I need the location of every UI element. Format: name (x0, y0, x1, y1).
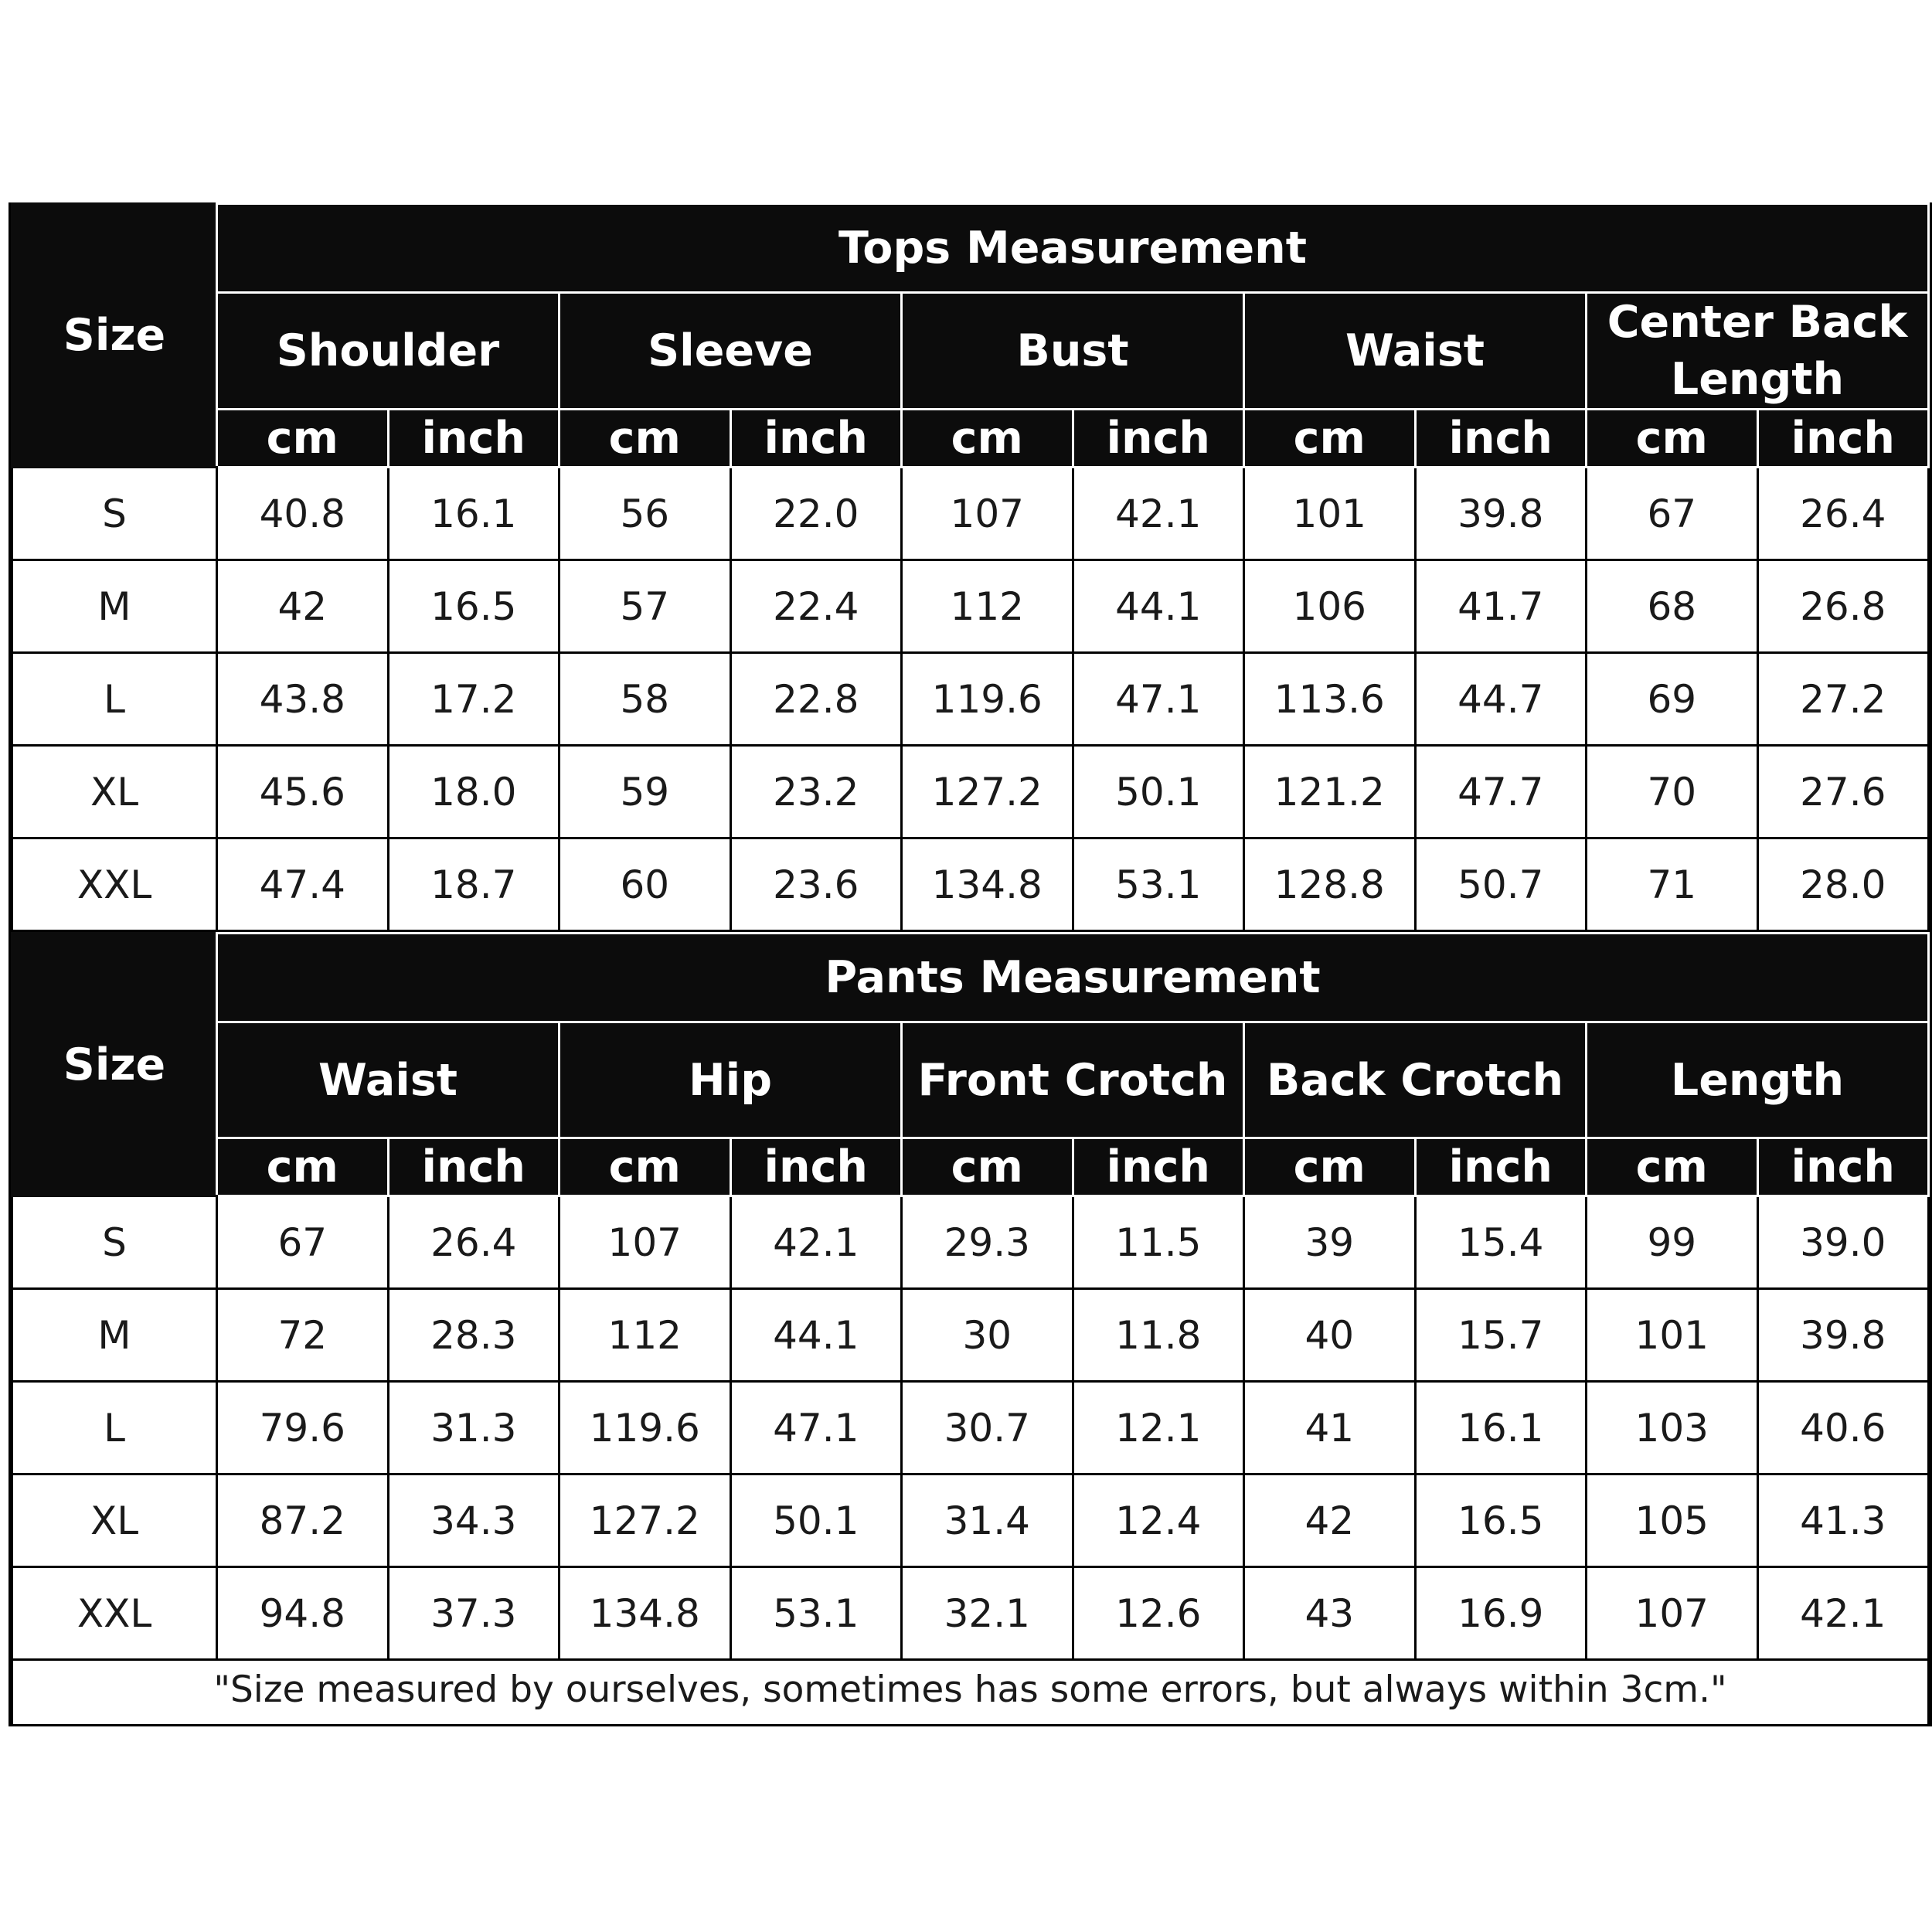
table-row (12, 1475, 1929, 1567)
measurement-cell: 27.2 (1757, 653, 1929, 746)
measurement-cell: 72 (217, 1289, 389, 1382)
measurement-cell: 22.4 (730, 560, 902, 653)
measurement-cell: 106 (1244, 560, 1416, 653)
group-header: Sleeve (560, 293, 902, 410)
size-header: Size (12, 204, 217, 468)
unit-header: inch (730, 1138, 902, 1196)
measurement-cell: 31.4 (902, 1475, 1073, 1567)
table-row (12, 838, 1929, 931)
unit-header: inch (388, 410, 560, 468)
measurement-cell: 112 (902, 560, 1073, 653)
measurement-cell: 70 (1587, 746, 1758, 838)
pants-body (12, 1196, 1929, 1660)
table-row (12, 1289, 1929, 1382)
unit-header: cm (217, 1138, 389, 1196)
measurement-cell: 50.7 (1415, 838, 1587, 931)
unit-header: inch (388, 1138, 560, 1196)
measurement-cell: 40.8 (217, 468, 389, 560)
measurement-cell: 47.1 (1073, 653, 1244, 746)
measurement-cell: 101 (1244, 468, 1416, 560)
measurement-cell: 29.3 (902, 1196, 1073, 1289)
measurement-cell: 113.6 (1244, 653, 1416, 746)
measurement-note: "Size measured by ourselves, sometimes has some errors, but always within 3cm." (11, 1661, 1930, 1726)
measurement-cell: 32.1 (902, 1567, 1073, 1660)
measurement-cell: 121.2 (1244, 746, 1416, 838)
measurement-cell: 56 (560, 468, 731, 560)
group-header: Bust (902, 293, 1244, 410)
size-chart (9, 202, 1932, 1726)
size-cell: M (12, 1289, 217, 1382)
measurement-cell: 16.5 (388, 560, 560, 653)
measurement-cell: 134.8 (902, 838, 1073, 931)
measurement-cell: 57 (560, 560, 731, 653)
measurement-cell: 87.2 (217, 1475, 389, 1567)
measurement-cell: 127.2 (902, 746, 1073, 838)
measurement-cell: 101 (1587, 1289, 1758, 1382)
measurement-cell: 23.2 (730, 746, 902, 838)
size-cell: XL (12, 746, 217, 838)
pants-title: Pants Measurement (217, 934, 1929, 1022)
measurement-cell: 68 (1587, 560, 1758, 653)
measurement-cell: 67 (1587, 468, 1758, 560)
measurement-cell: 60 (560, 838, 731, 931)
measurement-cell: 34.3 (388, 1475, 560, 1567)
measurement-cell: 99 (1587, 1196, 1758, 1289)
measurement-cell: 59 (560, 746, 731, 838)
measurement-cell: 26.4 (388, 1196, 560, 1289)
measurement-cell: 16.9 (1415, 1567, 1587, 1660)
measurement-cell: 42.1 (730, 1196, 902, 1289)
size-cell: L (12, 653, 217, 746)
unit-header: cm (902, 1138, 1073, 1196)
measurement-cell: 134.8 (560, 1567, 731, 1660)
measurement-cell: 11.8 (1073, 1289, 1244, 1382)
measurement-cell: 16.1 (1415, 1382, 1587, 1475)
measurement-cell: 27.6 (1757, 746, 1929, 838)
measurement-cell: 16.5 (1415, 1475, 1587, 1567)
table-row (12, 746, 1929, 838)
measurement-cell: 45.6 (217, 746, 389, 838)
size-cell: M (12, 560, 217, 653)
measurement-cell: 39.8 (1757, 1289, 1929, 1382)
measurement-cell: 44.7 (1415, 653, 1587, 746)
unit-header: cm (1244, 410, 1416, 468)
measurement-cell: 107 (1587, 1567, 1758, 1660)
measurement-cell: 58 (560, 653, 731, 746)
measurement-cell: 28.0 (1757, 838, 1929, 931)
measurement-cell: 105 (1587, 1475, 1758, 1567)
measurement-cell: 41 (1244, 1382, 1416, 1475)
measurement-cell: 50.1 (1073, 746, 1244, 838)
group-header: Waist (1244, 293, 1587, 410)
measurement-cell: 128.8 (1244, 838, 1416, 931)
measurement-cell: 18.7 (388, 838, 560, 931)
size-cell: XXL (12, 1567, 217, 1660)
measurement-cell: 44.1 (730, 1289, 902, 1382)
unit-header: inch (1073, 1138, 1244, 1196)
measurement-cell: 31.3 (388, 1382, 560, 1475)
measurement-cell: 107 (902, 468, 1073, 560)
unit-header: inch (1757, 410, 1929, 468)
measurement-cell: 30 (902, 1289, 1073, 1382)
measurement-cell: 50.1 (730, 1475, 902, 1567)
group-header: Shoulder (217, 293, 560, 410)
group-header: Front Crotch (902, 1022, 1244, 1138)
measurement-cell: 18.0 (388, 746, 560, 838)
size-cell: XL (12, 1475, 217, 1567)
size-cell: S (12, 468, 217, 560)
table-row (12, 653, 1929, 746)
unit-header: inch (1415, 410, 1587, 468)
tops-body (12, 468, 1929, 931)
group-header: Length (1587, 1022, 1929, 1138)
measurement-cell: 94.8 (217, 1567, 389, 1660)
measurement-cell: 23.6 (730, 838, 902, 931)
measurement-cell: 26.4 (1757, 468, 1929, 560)
unit-header: cm (560, 410, 731, 468)
measurement-cell: 12.1 (1073, 1382, 1244, 1475)
measurement-cell: 17.2 (388, 653, 560, 746)
measurement-cell: 67 (217, 1196, 389, 1289)
measurement-cell: 127.2 (560, 1475, 731, 1567)
measurement-cell: 42 (1244, 1475, 1416, 1567)
measurement-cell: 12.4 (1073, 1475, 1244, 1567)
unit-header: cm (902, 410, 1073, 468)
measurement-cell: 39.8 (1415, 468, 1587, 560)
size-cell: L (12, 1382, 217, 1475)
measurement-cell: 42.1 (1073, 468, 1244, 560)
measurement-cell: 119.6 (560, 1382, 731, 1475)
measurement-cell: 40 (1244, 1289, 1416, 1382)
measurement-cell: 43.8 (217, 653, 389, 746)
measurement-cell: 53.1 (730, 1567, 902, 1660)
measurement-cell: 26.8 (1757, 560, 1929, 653)
measurement-cell: 79.6 (217, 1382, 389, 1475)
unit-header: inch (1757, 1138, 1929, 1196)
measurement-cell: 28.3 (388, 1289, 560, 1382)
group-header: Waist (217, 1022, 560, 1138)
group-header: Hip (560, 1022, 902, 1138)
measurement-cell: 15.7 (1415, 1289, 1587, 1382)
tops-table (11, 202, 1930, 932)
pants-table (11, 932, 1930, 1661)
measurement-cell: 39 (1244, 1196, 1416, 1289)
tops-title: Tops Measurement (217, 204, 1929, 293)
measurement-cell: 47.4 (217, 838, 389, 931)
measurement-cell: 42.1 (1757, 1567, 1929, 1660)
measurement-cell: 11.5 (1073, 1196, 1244, 1289)
measurement-cell: 107 (560, 1196, 731, 1289)
measurement-cell: 71 (1587, 838, 1758, 931)
measurement-cell: 47.1 (730, 1382, 902, 1475)
table-row (12, 560, 1929, 653)
unit-header: inch (730, 410, 902, 468)
size-header: Size (12, 934, 217, 1196)
group-header: Back Crotch (1244, 1022, 1587, 1138)
measurement-cell: 22.0 (730, 468, 902, 560)
measurement-cell: 37.3 (388, 1567, 560, 1660)
measurement-cell: 15.4 (1415, 1196, 1587, 1289)
measurement-cell: 41.7 (1415, 560, 1587, 653)
measurement-cell: 12.6 (1073, 1567, 1244, 1660)
unit-header: cm (560, 1138, 731, 1196)
measurement-cell: 41.3 (1757, 1475, 1929, 1567)
measurement-cell: 44.1 (1073, 560, 1244, 653)
measurement-cell: 16.1 (388, 468, 560, 560)
measurement-cell: 69 (1587, 653, 1758, 746)
measurement-cell: 40.6 (1757, 1382, 1929, 1475)
group-header: Center Back Length (1587, 293, 1929, 410)
unit-header: cm (1244, 1138, 1416, 1196)
table-row (12, 468, 1929, 560)
table-row (12, 1567, 1929, 1660)
measurement-cell: 112 (560, 1289, 731, 1382)
measurement-cell: 47.7 (1415, 746, 1587, 838)
measurement-cell: 30.7 (902, 1382, 1073, 1475)
unit-header: cm (217, 410, 389, 468)
measurement-cell: 119.6 (902, 653, 1073, 746)
table-row (12, 1196, 1929, 1289)
measurement-cell: 103 (1587, 1382, 1758, 1475)
measurement-cell: 53.1 (1073, 838, 1244, 931)
measurement-cell: 39.0 (1757, 1196, 1929, 1289)
unit-header: inch (1073, 410, 1244, 468)
unit-header: cm (1587, 410, 1758, 468)
size-cell: XXL (12, 838, 217, 931)
measurement-cell: 22.8 (730, 653, 902, 746)
unit-header: inch (1415, 1138, 1587, 1196)
size-cell: S (12, 1196, 217, 1289)
unit-header: cm (1587, 1138, 1758, 1196)
table-row (12, 1382, 1929, 1475)
measurement-cell: 42 (217, 560, 389, 653)
measurement-cell: 43 (1244, 1567, 1416, 1660)
